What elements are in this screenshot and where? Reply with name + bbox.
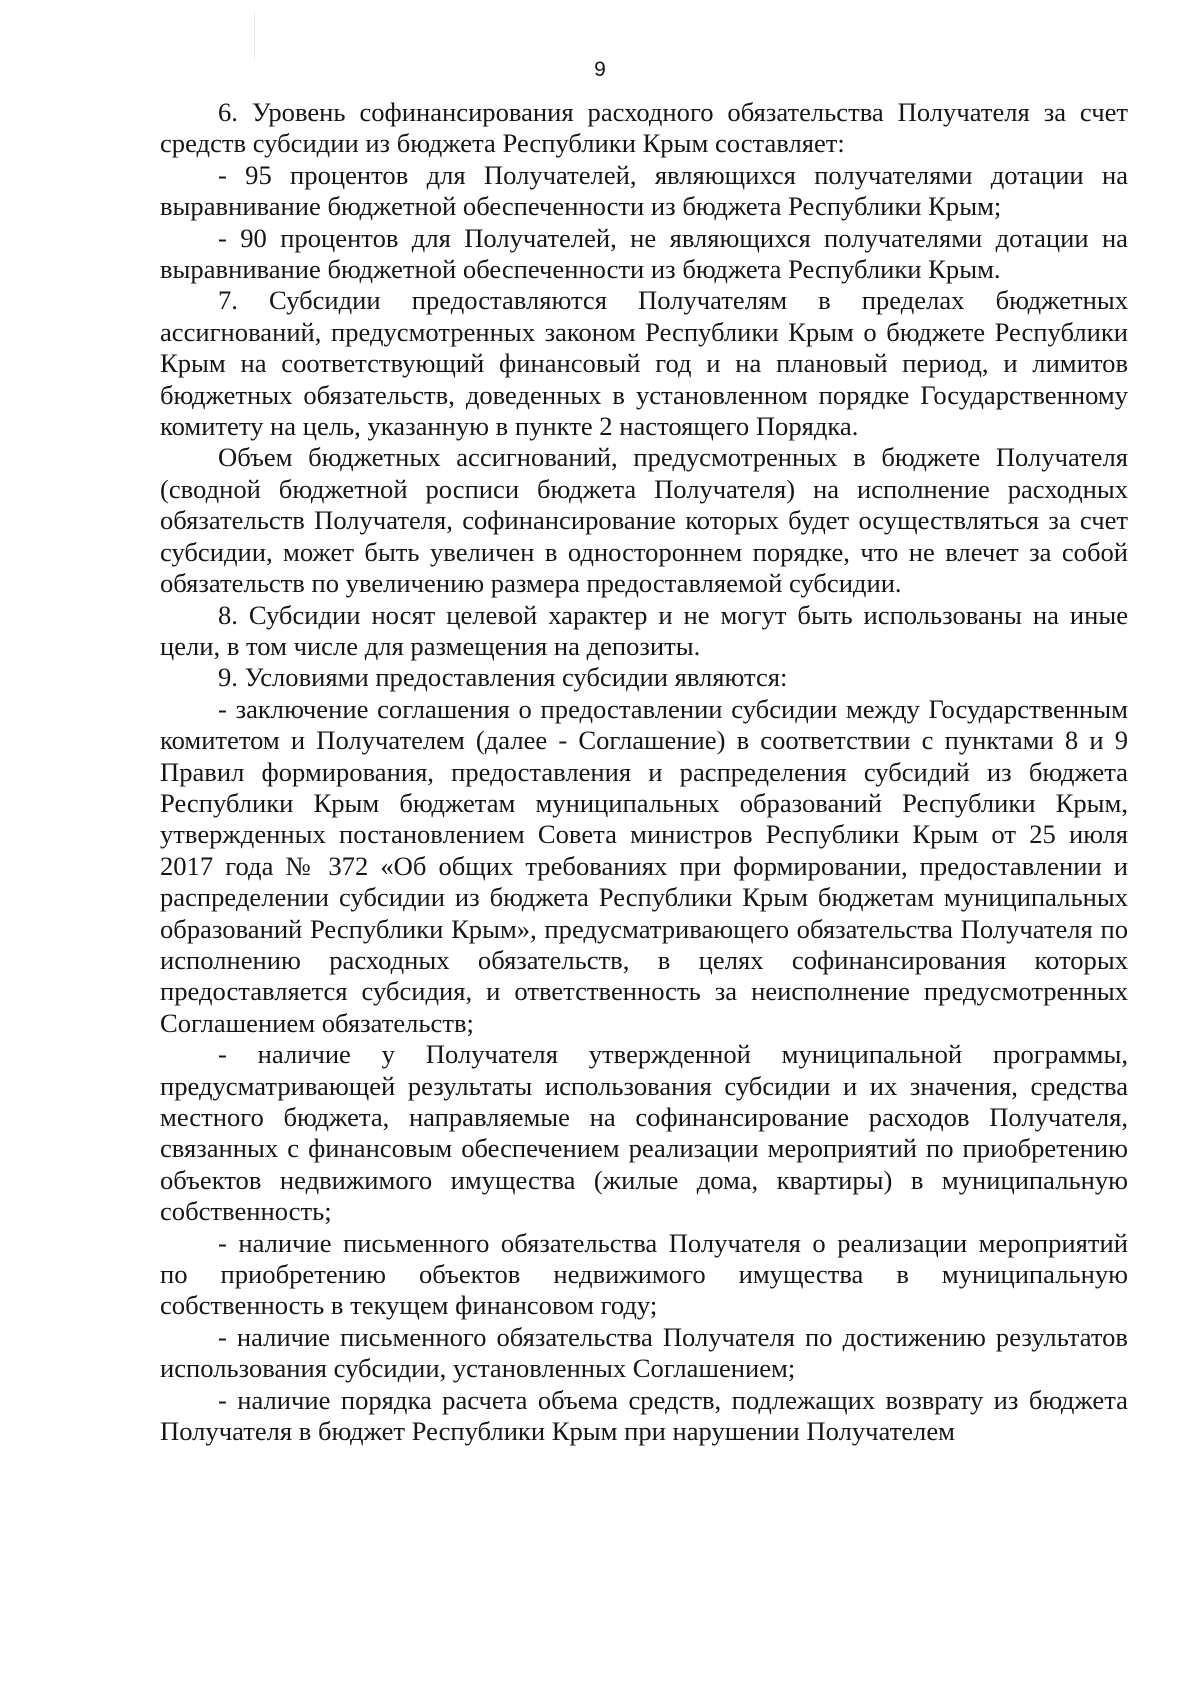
- paragraph-9: 9. Условиями предоставления субсидии являются:: [218, 662, 788, 693]
- paragraph-6-item-90: - 90 процентов для Получателей, не являющихся получателями дотации на выравнивание бюджетной обеспеченности из бюджета Республики Крым.: [160, 222, 1128, 285]
- scan-artifact-line: [254, 12, 255, 60]
- paragraph-9-item-program: - наличие у Получателя утвержденной муниципальной программы, предусматривающей результаты использования субсидии и их значения, средства местного бюджета, направляемые на софинансирование расходов Получателя, связанных с финансовым обеспечением реализации мероприятий по приобретению объектов недвижимого имущества (жилые дома, квартиры) в муниципальную собственность;: [160, 1039, 1128, 1227]
- document-body: [160, 97, 1128, 1447]
- paragraph-6-item-95: - 95 процентов для Получателей, являющихся получателями дотации на выравнивание бюджетной обеспеченности из бюджета Республики Крым;: [160, 159, 1128, 222]
- paragraph-9-item-agreement: - заключение соглашения о предоставлении субсидии между Государственным комитетом и Получателем (далее - Соглашение) в соответствии с пунктами 8 и 9 Правил формирования, предоставления и распределения субсидий из бюджета Республики Крым бюджетам муниципальных образований Республики Крым, утвержденных постановлением Совета министров Республики Крым от 25 июля 2017 года № 372 «Об общих требованиях при формировании, предоставлении и распределении субсидии из бюджета Республики Крым бюджетам муниципальных образований Республики Крым», предусматривающего обязательства Получателя по исполнению расходных обязательств, в целях софинансирования которых предоставляется субсидия, и ответственность за неисполнение предусмотренных Соглашением обязательств;: [160, 693, 1128, 1038]
- paragraph-9-item-refund-procedure: - наличие порядка расчета объема средств, подлежащих возврату из бюджета Получателя в бюджет Республики Крым при нарушении Получателем: [160, 1384, 1128, 1447]
- paragraph-7: 7. Субсидии предоставляются Получателям в пределах бюджетных ассигнований, предусмотренных законом Республики Крым о бюджете Республики Крым на соответствующий финансовый год и на плановый период, и лимитов бюджетных обязательств, доведенных в установленном порядке Государственному комитету на цель, указанную в пункте 2 настоящего Порядка.: [160, 285, 1128, 442]
- paragraph-8: 8. Субсидии носят целевой характер и не могут быть использованы на иные цели, в том числе для размещения на депозиты.: [160, 599, 1128, 661]
- paragraph-7-volume: Объем бюджетных ассигнований, предусмотренных в бюджете Получателя (сводной бюджетной росписи бюджета Получателя) на исполнение расходных обязательств Получателя, софинансирование которых будет осуществляться за счет субсидии, может быть увеличен в одностороннем порядке, что не влечет за собой обязательств по увеличению размера предоставляемой субсидии.: [160, 442, 1128, 599]
- page-number: 9: [594, 58, 606, 81]
- paragraph-6: 6. Уровень софинансирования расходного обязательства Получателя за счет средств субсидии из бюджета Республики Крым составляет:: [160, 97, 1128, 159]
- paragraph-9-item-obligation-realization: - наличие письменного обязательства Получателя о реализации мероприятий по приобретению объектов недвижимого имущества в муниципальную собственность в текущем финансовом году;: [160, 1227, 1128, 1321]
- paragraph-9-item-obligation-results: - наличие письменного обязательства Получателя по достижению результатов использования субсидии, установленных Соглашением;: [160, 1321, 1128, 1384]
